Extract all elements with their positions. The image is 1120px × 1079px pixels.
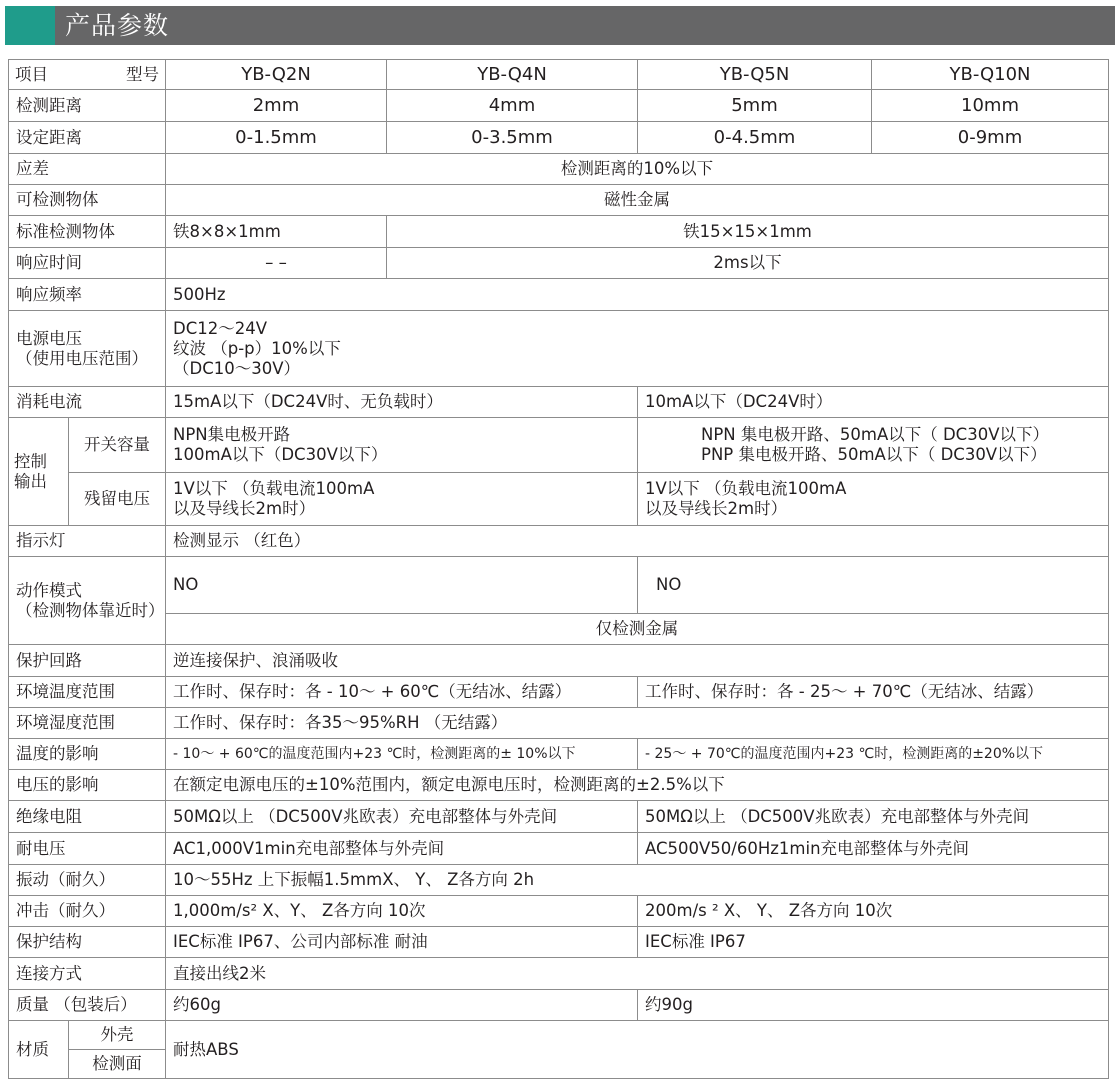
table-row	[9, 154, 1109, 185]
row-label	[9, 311, 166, 387]
model-header-q10n: YB-Q10N	[872, 60, 1109, 90]
table-row	[9, 473, 1109, 526]
row-label: 质量 （包装后）	[9, 990, 166, 1021]
table-row	[9, 677, 1109, 708]
cell-value: - 25～ + 70℃的温度范围内+23 ℃时，检测距离的±20%以下	[638, 739, 1109, 770]
row-label: 振动（耐久）	[9, 865, 166, 896]
cell-value: 工作时、保存时：各 - 25～ + 70℃（无结冰、结露）	[638, 677, 1109, 708]
cell-value: 检测显示 （红色）	[166, 526, 1109, 557]
row-label	[9, 557, 166, 645]
table-row	[9, 958, 1109, 990]
table-row	[9, 708, 1109, 739]
cell-value: 50MΩ以上 （DC500V兆欧表）充电部整体与外壳间	[638, 801, 1109, 833]
cell-value: 0-1.5mm	[166, 122, 387, 154]
row-label-line: （检测物体靠近时）	[16, 600, 165, 620]
cell-value: 0-9mm	[872, 122, 1109, 154]
cell-value: - 10～ + 60℃的温度范围内+23 ℃时，检测距离的± 10%以下	[166, 739, 638, 770]
cell-line: NPN 集电极开路、50mA以下（ DC30V以下）	[701, 425, 1049, 444]
cell-value: 15mA以下（DC24V时、无负载时）	[166, 387, 638, 418]
table-row	[9, 311, 1109, 387]
case-label: 外壳	[69, 1021, 166, 1050]
cell-value: 10mm	[872, 90, 1109, 122]
cell-value: 2mm	[166, 90, 387, 122]
table-row	[9, 990, 1109, 1021]
section-header	[5, 6, 1115, 45]
row-label: 环境温度范围	[9, 677, 166, 708]
residual-voltage-label: 残留电压	[69, 473, 166, 526]
row-label-line: （使用电压范围）	[16, 348, 148, 368]
table-row	[9, 418, 1109, 473]
row-label: 材质	[9, 1021, 69, 1079]
cell-value: 500Hz	[166, 279, 1109, 311]
cell-value	[638, 473, 1109, 526]
cell-value: 5mm	[638, 90, 872, 122]
cell-value: NO	[166, 557, 638, 614]
row-label: 指示灯	[9, 526, 166, 557]
table-row	[9, 387, 1109, 418]
cell-value: – –	[166, 248, 387, 279]
row-label: 环境湿度范围	[9, 708, 166, 739]
cell-value: 10mA以下（DC24V时）	[638, 387, 1109, 418]
cell-value: 耐热ABS	[166, 1021, 1109, 1079]
model-header-q4n: YB-Q4N	[387, 60, 638, 90]
cell-line: 纹波 （p-p）10%以下	[173, 338, 341, 358]
row-label: 响应时间	[9, 248, 166, 279]
table-row	[9, 1021, 1109, 1050]
cell-line: 以及导线长2m时）	[645, 499, 788, 518]
table-row	[9, 526, 1109, 557]
table-row	[9, 557, 1109, 614]
row-label: 电压的影响	[9, 770, 166, 801]
row-label: 可检测物体	[9, 185, 166, 216]
row-label: 冲击（耐久）	[9, 896, 166, 927]
cell-value: 10～55Hz 上下振幅1.5mmX、 Y、 Z各方向 2h	[166, 865, 1109, 896]
table-row	[9, 122, 1109, 154]
cell-line: 以及导线长2m时）	[173, 499, 316, 518]
row-label: 检测距离	[9, 90, 166, 122]
row-label: 温度的影响	[9, 739, 166, 770]
table-row	[9, 185, 1109, 216]
table-row	[9, 739, 1109, 770]
row-label: 保护结构	[9, 927, 166, 958]
cell-value: 2ms以下	[387, 248, 1109, 279]
model-header-q5n: YB-Q5N	[638, 60, 872, 90]
table-row	[9, 896, 1109, 927]
row-label: 消耗电流	[9, 387, 166, 418]
table-row	[9, 248, 1109, 279]
row-label: 保护回路	[9, 645, 166, 677]
section-title: 产品参数	[65, 11, 170, 40]
table-row	[9, 645, 1109, 677]
row-label-line: 控制	[14, 451, 47, 471]
cell-value: 逆连接保护、浪涌吸收	[166, 645, 1109, 677]
table-row	[9, 833, 1109, 865]
cell-value: 磁性金属	[166, 185, 1109, 216]
row-label: 响应频率	[9, 279, 166, 311]
row-label: 耐电压	[9, 833, 166, 865]
cell-value: 铁8×8×1mm	[166, 216, 387, 248]
cell-value: 检测距离的10%以下	[166, 154, 1109, 185]
spec-table	[8, 59, 1109, 1079]
cell-value: 工作时、保存时：各 - 10～ + 60℃（无结冰、结露）	[166, 677, 638, 708]
table-row	[9, 60, 1109, 90]
cell-value: IEC标准 IP67、公司内部标准 耐油	[166, 927, 638, 958]
cell-value: 约60g	[166, 990, 638, 1021]
item-model-header-cell	[9, 60, 166, 90]
cell-value: IEC标准 IP67	[638, 927, 1109, 958]
row-label-line: 电源电压	[16, 328, 82, 348]
detect-face-label: 检测面	[69, 1050, 166, 1079]
table-row	[9, 801, 1109, 833]
cell-value: 工作时、保存时：各35～95%RH （无结露）	[166, 708, 1109, 739]
cell-value	[166, 311, 1109, 387]
cell-value	[166, 473, 638, 526]
cell-value	[166, 418, 638, 473]
cell-value: AC1,000V1min充电部整体与外壳间	[166, 833, 638, 865]
row-label-line: 动作模式	[16, 580, 82, 600]
cell-line: 100mA以下（DC30V以下）	[173, 445, 388, 464]
model-header-q2n: YB-Q2N	[166, 60, 387, 90]
cell-value: 约90g	[638, 990, 1109, 1021]
table-row	[9, 279, 1109, 311]
row-label-line: 输出	[14, 471, 47, 491]
table-row	[9, 865, 1109, 896]
cell-value: 0-3.5mm	[387, 122, 638, 154]
cell-value: 仅检测金属	[166, 614, 1109, 645]
row-label: 标准检测物体	[9, 216, 166, 248]
item-header: 项目	[15, 65, 48, 84]
cell-line: 1V以下 （负载电流100mA	[645, 479, 847, 498]
cell-value: 1,000m/s² X、Y、 Z各方向 10次	[166, 896, 638, 927]
cell-value	[638, 418, 1109, 473]
cell-line: PNP 集电极开路、50mA以下（ DC30V以下）	[701, 445, 1047, 464]
table-row	[9, 770, 1109, 801]
cell-line: DC12～24V	[173, 318, 268, 338]
row-label: 连接方式	[9, 958, 166, 990]
header-accent-bar	[5, 6, 55, 45]
cell-line: （DC10～30V）	[173, 358, 301, 378]
cell-line: 1V以下 （负载电流100mA	[173, 479, 375, 498]
cell-value: NO	[638, 557, 1109, 614]
table-row	[9, 614, 1109, 645]
cell-value: 0-4.5mm	[638, 122, 872, 154]
table-row	[9, 927, 1109, 958]
cell-value: AC500V50/60Hz1min充电部整体与外壳间	[638, 833, 1109, 865]
cell-value: 在额定电源电压的±10%范围内，额定电源电压时，检测距离的±2.5%以下	[166, 770, 1109, 801]
cell-value: 4mm	[387, 90, 638, 122]
table-row	[9, 216, 1109, 248]
cell-line: NPN集电极开路	[173, 425, 291, 444]
cell-value: 铁15×15×1mm	[387, 216, 1109, 248]
table-row	[9, 90, 1109, 122]
control-output-label	[9, 418, 69, 526]
cell-value: 50MΩ以上 （DC500V兆欧表）充电部整体与外壳间	[166, 801, 638, 833]
switch-capacity-label: 开关容量	[69, 418, 166, 473]
row-label: 设定距离	[9, 122, 166, 154]
cell-value: 200m/s ² X、 Y、 Z各方向 10次	[638, 896, 1109, 927]
row-label: 绝缘电阻	[9, 801, 166, 833]
row-label: 应差	[9, 154, 166, 185]
model-header: 型号	[126, 65, 159, 84]
cell-value: 直接出线2米	[166, 958, 1109, 990]
